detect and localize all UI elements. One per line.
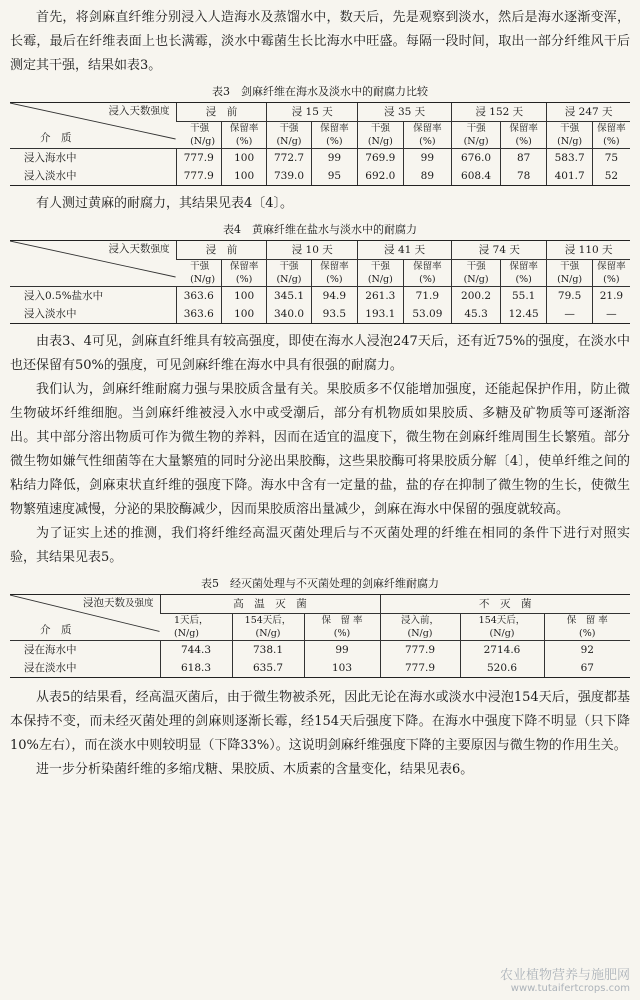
table3-cell: 100 xyxy=(221,167,266,186)
table4-row-label: 浸入0.5%盐水中 xyxy=(10,287,176,306)
table5-row xyxy=(10,641,630,660)
table4-row xyxy=(10,305,630,324)
table5-subhead: 保 留 率 (%) xyxy=(544,614,630,641)
table4-subhead: 保留率 (%) xyxy=(403,260,452,287)
table3-subhead: 干强 (N/g) xyxy=(452,122,501,149)
table3-cell: 75 xyxy=(592,149,630,168)
table3-corner-days: 浸入天数 xyxy=(108,105,151,117)
table3-cell: 583.7 xyxy=(547,149,592,168)
table4-cell: 363.6 xyxy=(176,305,221,324)
table3-row xyxy=(10,167,630,186)
table4-cell: 12.45 xyxy=(500,305,547,324)
table4-cell: 261.3 xyxy=(358,287,403,306)
watermark-text: 农业植物营养与施肥网 xyxy=(499,968,630,983)
table5-subhead: 保 留 率 (%) xyxy=(304,614,380,641)
table4-cell: 193.1 xyxy=(358,305,403,324)
paragraph-6: 从表5的结果看，经高温灭菌后，由于微生物被杀死，因此无论在海水或淡水中浸泡154天后，强度都基本保持不变，而未经灭菌处理的剑麻则逐渐长霉，经154天后强度下降。在海水中强度下降不明显（只下降10%左右），而在淡水中则较明显（下降33%）。这说明剑麻纤维强度下降的主要原因与微生物的作用生关。 xyxy=(10,690,630,753)
table3-cell: 769.9 xyxy=(358,149,403,168)
table4-corner-cell xyxy=(10,241,176,287)
table3-cell: 777.9 xyxy=(176,149,221,168)
table3-subhead: 干强 (N/g) xyxy=(176,122,221,149)
table3 xyxy=(10,102,630,186)
table3-cell: 739.0 xyxy=(267,167,311,186)
table3-subhead: 干强 (N/g) xyxy=(547,122,592,149)
table3-subhead: 保留率 (%) xyxy=(311,122,358,149)
site-watermark xyxy=(500,964,630,994)
table4-cell: 55.1 xyxy=(500,287,547,306)
table5-corner-medium: 介 质 xyxy=(40,624,72,636)
table3-cell: 52 xyxy=(592,167,630,186)
table5-row xyxy=(10,659,630,678)
table4-cell: 45.3 xyxy=(452,305,501,324)
table4-cell: 53.09 xyxy=(403,305,452,324)
table4-group: 浸 前 xyxy=(176,241,267,260)
table5-cell: 738.1 xyxy=(232,641,304,660)
table4-subhead: 保留率 (%) xyxy=(221,260,266,287)
table5-corner-strength: 及强度 xyxy=(124,598,154,609)
table4-subhead: 保留率 (%) xyxy=(500,260,547,287)
paragraph-1: 首先，将剑麻直纤维分别浸入人造海水及蒸馏水中，数天后，先是观察到淡水，然后是海水逐渐变浑，长霉，最后在纤维表面上也长满霉，淡水中霉菌生长比海水中旺盛。每隔一段时间，取出一部分纤维风干后测定其干强，结果如表3。 xyxy=(10,10,630,73)
table4-cell: 21.9 xyxy=(592,287,630,306)
table4-subhead: 干强 (N/g) xyxy=(547,260,592,287)
table5-subhead: 154天后， (N/g) xyxy=(232,614,304,641)
table4-corner-days: 浸入天数 xyxy=(108,243,151,255)
table5-cell: 520.6 xyxy=(460,659,544,678)
table5-subhead: 1天后， (N/g) xyxy=(160,614,232,641)
table5-cell: 635.7 xyxy=(232,659,304,678)
table3-group: 浸 15 天 xyxy=(267,103,358,122)
table3-corner-strength: 强度 xyxy=(150,106,170,117)
table5-corner-days: 浸泡天数 xyxy=(82,597,125,609)
table4-subhead: 干强 (N/g) xyxy=(358,260,403,287)
table4-cell: — xyxy=(592,305,630,324)
paragraph-3: 由表3、4可见，剑麻直纤维具有较高强度，即使在海水人浸泡247天后，还有近75%的强度，在淡水中也还保留有50%的强度，可见剑麻纤维在海水中具有很强的耐腐力。 xyxy=(10,334,630,373)
table3-cell: 100 xyxy=(221,149,266,168)
table4-group: 浸 74 天 xyxy=(452,241,547,260)
table4-cell: 93.5 xyxy=(311,305,358,324)
table4-group: 浸 110 天 xyxy=(547,241,630,260)
table5-cell: 103 xyxy=(304,659,380,678)
table4-cell: 363.6 xyxy=(176,287,221,306)
table4-row-label: 浸入淡水中 xyxy=(10,305,176,324)
table4-cell: 79.5 xyxy=(547,287,592,306)
table3-cell: 692.0 xyxy=(358,167,403,186)
table3-row-label: 浸入海水中 xyxy=(10,149,176,168)
table3-group: 浸 前 xyxy=(176,103,267,122)
table3-cell: 89 xyxy=(403,167,452,186)
table3-cell: 99 xyxy=(403,149,452,168)
table4-cell: 71.9 xyxy=(403,287,452,306)
table3-header-row xyxy=(10,103,630,122)
table3-cell: 676.0 xyxy=(452,149,501,168)
table4-subhead: 保留率 (%) xyxy=(311,260,358,287)
paragraph-5: 为了证实上述的推测，我们将纤维经高温灭菌处理后与不灭菌处理的纤维在相同的条件下进行对照实验，其结果见表5。 xyxy=(10,526,630,565)
table5 xyxy=(10,594,630,678)
table5-cell: 777.9 xyxy=(380,659,460,678)
table5-group-nonsterile: 不 灭 菌 xyxy=(380,595,630,614)
table4-subhead: 干强 (N/g) xyxy=(176,260,221,287)
table5-cell: 618.3 xyxy=(160,659,232,678)
table5-cell: 2714.6 xyxy=(460,641,544,660)
table4-cell: 100 xyxy=(221,305,266,324)
table3-row xyxy=(10,149,630,168)
table3-corner-medium: 介 质 xyxy=(40,132,72,144)
table5-cell: 92 xyxy=(544,641,630,660)
table5-subhead: 154天后， (N/g) xyxy=(460,614,544,641)
table3-cell: 87 xyxy=(500,149,547,168)
table4-cell: 94.9 xyxy=(311,287,358,306)
table5-header-row xyxy=(10,595,630,614)
table3-cell: 772.7 xyxy=(267,149,311,168)
table4-cell: — xyxy=(547,305,592,324)
table5-row-label: 浸在淡水中 xyxy=(10,659,160,678)
table5-group-sterile: 高 温 灭 菌 xyxy=(160,595,380,614)
paragraph-2: 有人测过黄麻的耐腐力，其结果见表4〔4〕。 xyxy=(36,196,294,211)
table5-cell: 744.3 xyxy=(160,641,232,660)
table4-subhead: 保留率 (%) xyxy=(592,260,630,287)
table3-cell: 777.9 xyxy=(176,167,221,186)
table3-group: 浸 152 天 xyxy=(452,103,547,122)
table4 xyxy=(10,240,630,324)
table4-header-row xyxy=(10,241,630,260)
table4-cell: 100 xyxy=(221,287,266,306)
table3-row-label: 浸入淡水中 xyxy=(10,167,176,186)
table4-cell: 340.0 xyxy=(267,305,311,324)
table3-group: 浸 35 天 xyxy=(358,103,452,122)
table5-cell: 67 xyxy=(544,659,630,678)
table3-subhead: 干强 (N/g) xyxy=(267,122,311,149)
table5-subhead: 浸入前， (N/g) xyxy=(380,614,460,641)
table4-subhead: 干强 (N/g) xyxy=(452,260,501,287)
table4-group: 浸 41 天 xyxy=(358,241,452,260)
table5-row-label: 浸在海水中 xyxy=(10,641,160,660)
table5-caption: 表5 经灭菌处理与不灭菌处理的剑麻纤维耐腐力 xyxy=(201,577,439,590)
table3-subhead: 保留率 (%) xyxy=(592,122,630,149)
table4-subhead: 干强 (N/g) xyxy=(267,260,311,287)
table3-cell: 401.7 xyxy=(547,167,592,186)
table5-cell: 777.9 xyxy=(380,641,460,660)
paragraph-7: 进一步分析染菌纤维的多缩戊糖、果胶质、木质素的含量变化，结果见表6。 xyxy=(36,762,474,777)
table3-cell: 95 xyxy=(311,167,358,186)
table5-corner-cell xyxy=(10,595,160,641)
table3-cell: 608.4 xyxy=(452,167,501,186)
table3-subhead: 干强 (N/g) xyxy=(358,122,403,149)
table3-subhead: 保留率 (%) xyxy=(403,122,452,149)
table3-subhead: 保留率 (%) xyxy=(221,122,266,149)
table3-corner-cell xyxy=(10,103,176,149)
paragraph-4: 我们认为，剑麻纤维耐腐力强与果胶质含量有关。果胶质多不仅能增加强度，还能起保护作用，防止微生物破坏纤维细胞。当剑麻纤维被浸入水中或受潮后，部分有机物质如果胶质、多糖及矿物质等可逐渐溶出。其中部分溶出物质可作为微生物的养料，因而在适宜的温度下，微生物在剑麻纤维周围生长繁殖。部分微生物如嫌气性细菌等在大量繁殖的同时分泌出果胶酶，这些果胶酶可将果胶质分解〔4〕，使单纤维之间的粘结力降低，剑麻束状直纤维的强度下降。海水中含有一定量的盐，盐的存在抑制了微生物的生长，使微生物繁殖速度减慢，分泌的果胶酶减少，因而果胶质溶出量减少，剑麻在海水中保留的强度就较高。 xyxy=(10,382,630,517)
table4-group: 浸 10 天 xyxy=(267,241,358,260)
table4-cell: 200.2 xyxy=(452,287,501,306)
table3-subhead: 保留率 (%) xyxy=(500,122,547,149)
table4-row xyxy=(10,287,630,306)
table4-corner-strength: 强度 xyxy=(150,244,170,255)
watermark-url: www.tutaifertcrops.com xyxy=(510,983,630,994)
table3-caption: 表3 剑麻纤维在海水及淡水中的耐腐力比较 xyxy=(212,85,428,98)
table3-cell: 78 xyxy=(500,167,547,186)
table3-cell: 99 xyxy=(311,149,358,168)
table4-cell: 345.1 xyxy=(267,287,311,306)
table5-cell: 99 xyxy=(304,641,380,660)
table3-group: 浸 247 天 xyxy=(547,103,630,122)
table4-caption: 表4 黄麻纤维在盐水与淡水中的耐腐力 xyxy=(223,223,417,236)
